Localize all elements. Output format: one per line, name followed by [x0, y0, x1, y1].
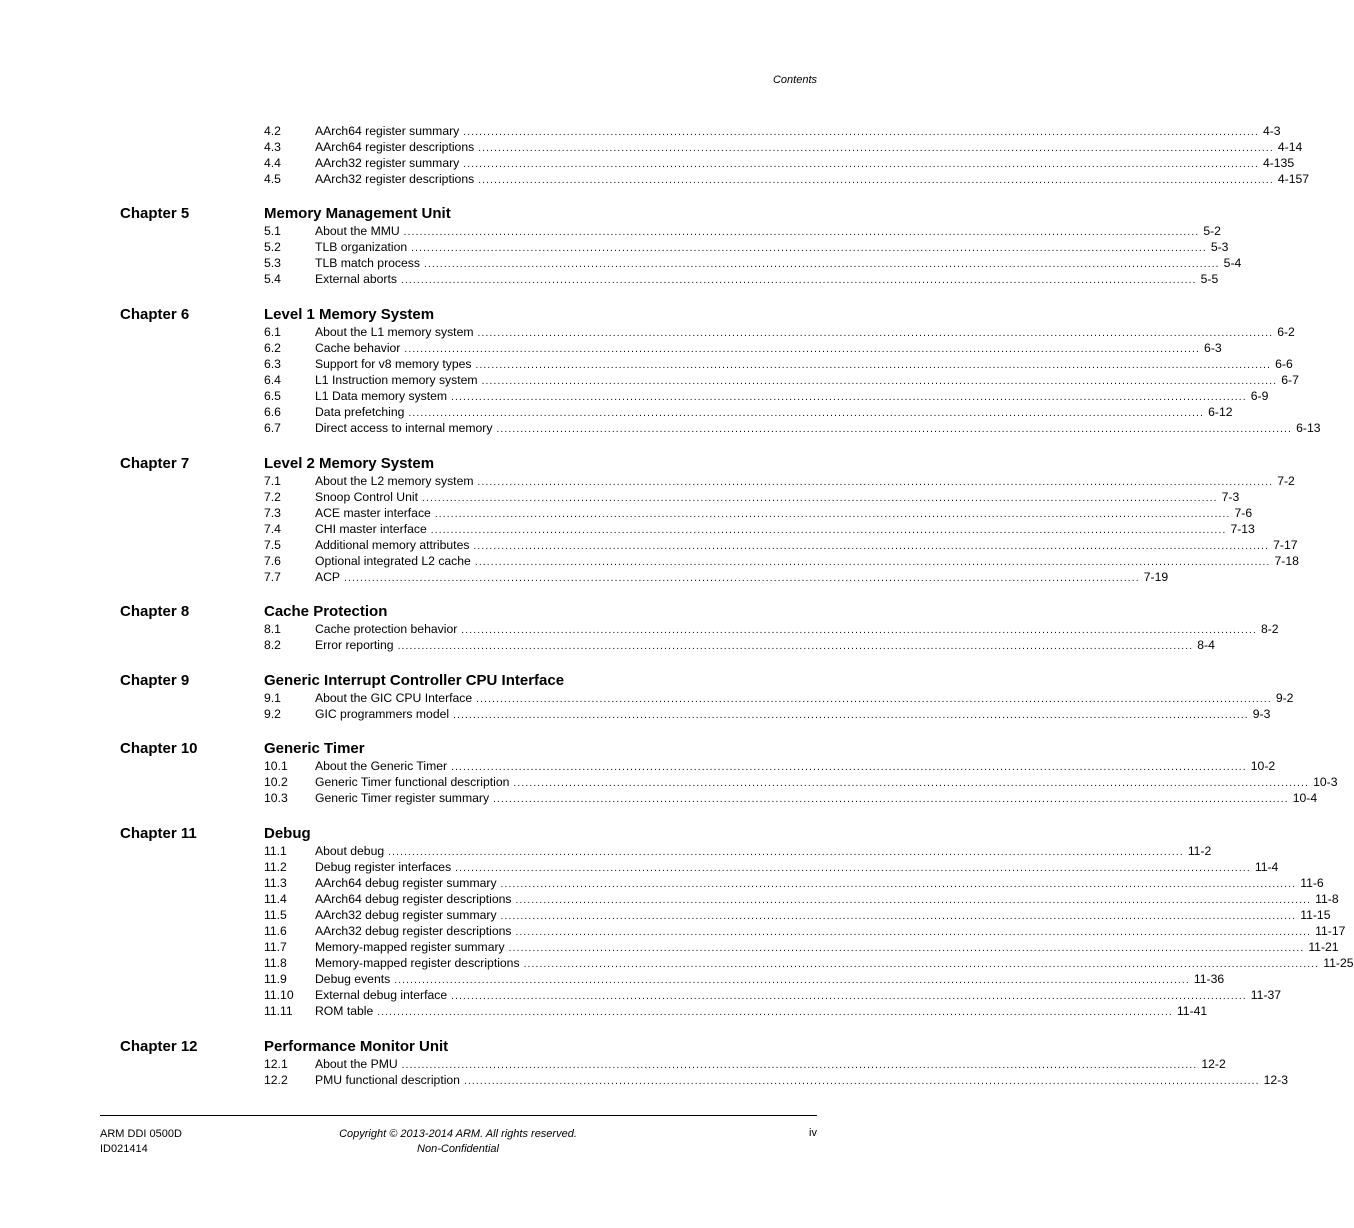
section-number: 6.7	[264, 421, 281, 435]
dot-leader: ........................................................................................................................................................................................................	[411, 243, 1207, 254]
section-number: 12.2	[264, 1073, 288, 1087]
section-number: 10.2	[264, 775, 288, 789]
section-title: GIC programmers model	[315, 707, 450, 721]
section-title: About the GIC CPU Interface	[315, 691, 473, 705]
toc-entry[interactable]	[264, 123, 1281, 139]
dot-leader: ........................................................................................................................................................................................................	[476, 694, 1272, 705]
toc-entry[interactable]	[264, 971, 1225, 987]
section-title: Debug events	[315, 972, 391, 986]
section-title: Snoop Control Unit	[315, 490, 418, 504]
page-reference: 12-3	[1263, 1073, 1289, 1087]
section-number: 11.11	[264, 1004, 293, 1018]
dot-leader: ........................................................................................................................................................................................................	[481, 376, 1278, 387]
toc-entry[interactable]	[264, 223, 1221, 239]
page-reference: 10-4	[1292, 791, 1318, 805]
section-number: 4.5	[264, 172, 281, 186]
issue-id: ID021414	[100, 1143, 148, 1155]
dot-leader: ........................................................................................................................................................................................................	[451, 762, 1247, 773]
section-title: AArch32 debug register summary	[315, 908, 497, 922]
section-number: 8.1	[264, 622, 281, 636]
page-reference: 6-12	[1208, 405, 1233, 419]
section-title: About the PMU	[315, 1057, 398, 1071]
dot-leader: ........................................................................................................................................................................................................	[424, 259, 1220, 270]
section-number: 11.9	[264, 972, 287, 986]
toc-entry[interactable]	[264, 553, 1299, 569]
page-reference: 11-17	[1315, 924, 1346, 938]
dot-leader: ........................................................................................................................................................................................................	[455, 863, 1251, 874]
page-reference: 12-2	[1201, 1057, 1226, 1071]
section-number: 7.3	[264, 506, 281, 520]
toc-entry[interactable]	[264, 239, 1229, 255]
page-reference: 11-36	[1193, 972, 1225, 986]
section-title: Memory-mapped register descriptions	[315, 956, 520, 970]
section-title: About the L1 memory system	[315, 325, 474, 339]
chapter-entries	[264, 621, 1279, 653]
footer-divider	[100, 1115, 817, 1116]
section-title: Error reporting	[315, 638, 394, 652]
toc-entry[interactable]	[264, 939, 1339, 955]
toc-entry[interactable]	[264, 372, 1299, 388]
section-title: TLB match process	[315, 256, 420, 270]
dot-leader: ........................................................................................................................................................................................................	[508, 943, 1305, 954]
section-number: 5.1	[264, 224, 281, 238]
section-number: 7.1	[264, 474, 281, 488]
toc-entry[interactable]	[264, 404, 1233, 420]
page-reference: 7-2	[1277, 474, 1295, 488]
chapter-entries	[264, 223, 1242, 287]
chapter-entries	[264, 758, 1338, 806]
toc-entry[interactable]	[264, 690, 1294, 706]
chapter-entries	[264, 1056, 1289, 1088]
section-number: 6.4	[264, 373, 281, 387]
page-reference: 7-19	[1143, 570, 1169, 584]
toc-entry[interactable]	[264, 489, 1240, 505]
section-number: 11.2	[264, 860, 287, 874]
chapter-label: Chapter 5	[120, 205, 190, 222]
section-number: 6.6	[264, 405, 281, 419]
dot-leader: ........................................................................................................................................................................................................	[434, 509, 1231, 520]
section-title: External aborts	[315, 272, 397, 286]
section-number: 12.1	[264, 1057, 288, 1071]
dot-leader: ........................................................................................................................................................................................................	[463, 159, 1259, 170]
section-number: 11.1	[264, 844, 287, 858]
section-title: L1 Data memory system	[315, 389, 448, 403]
page-reference: 11-25	[1323, 956, 1354, 970]
dot-leader: ........................................................................................................................................................................................................	[394, 975, 1190, 986]
section-number: 6.3	[264, 357, 281, 371]
toc-entry[interactable]	[264, 139, 1303, 155]
section-number: 11.8	[264, 956, 287, 970]
footer-legal	[258, 1127, 658, 1157]
chapter-label: Chapter 6	[120, 306, 190, 323]
section-number: 8.2	[264, 638, 281, 652]
page-reference: 7-17	[1273, 538, 1298, 552]
chapter-title[interactable]: Level 2 Memory System	[264, 455, 435, 472]
section-number: 9.1	[264, 691, 281, 705]
toc-entry[interactable]	[264, 706, 1271, 722]
toc-entry[interactable]	[264, 255, 1242, 271]
section-number: 4.2	[264, 124, 281, 138]
dot-leader: ........................................................................................................................................................................................................	[477, 477, 1274, 488]
dot-leader: ........................................................................................................................................................................................................	[496, 424, 1293, 435]
toc-entry[interactable]	[264, 569, 1169, 585]
page-reference: 10-3	[1313, 775, 1338, 789]
dot-leader: ........................................................................................................................................................................................................	[453, 710, 1249, 721]
section-number: 10.1	[264, 759, 288, 773]
dot-leader: ........................................................................................................................................................................................................	[515, 895, 1312, 906]
toc-entry[interactable]	[264, 155, 1295, 171]
section-title: Direct access to internal memory	[315, 421, 493, 435]
page-reference: 11-21	[1308, 940, 1339, 954]
page-reference: 11-15	[1300, 908, 1331, 922]
section-title: AArch32 register summary	[315, 156, 460, 170]
chapter-label: Chapter 12	[120, 1038, 198, 1055]
confidentiality-notice: Non-Confidential	[417, 1143, 499, 1155]
dot-leader: ........................................................................................................................................................................................................	[400, 275, 1197, 286]
dot-leader: ........................................................................................................................................................................................................	[408, 408, 1205, 419]
section-number: 6.2	[264, 341, 281, 355]
page-reference: 7-18	[1274, 554, 1299, 568]
document-id: ARM DDI 0500D	[100, 1128, 182, 1140]
section-title: Cache behavior	[315, 341, 401, 355]
chapter-entries	[264, 843, 1354, 1019]
dot-leader: ........................................................................................................................................................................................................	[493, 794, 1289, 805]
page-reference: 9-3	[1252, 707, 1271, 721]
dot-leader: ........................................................................................................................................................................................................	[478, 143, 1274, 154]
section-title: Cache protection behavior	[315, 622, 458, 636]
section-number: 9.2	[264, 707, 281, 721]
toc-entry[interactable]	[264, 521, 1255, 537]
page-reference: 4-157	[1277, 172, 1310, 186]
dot-leader: ........................................................................................................................................................................................................	[474, 557, 1271, 568]
page-reference: 6-6	[1275, 357, 1293, 371]
dot-leader: ........................................................................................................................................................................................................	[388, 847, 1184, 858]
toc-entry[interactable]	[264, 1072, 1289, 1088]
page-reference: 11-37	[1250, 988, 1282, 1002]
dot-leader: ........................................................................................................................................................................................................	[430, 525, 1227, 536]
toc-entry[interactable]	[264, 987, 1282, 1003]
footer-doc-info	[100, 1127, 182, 1157]
page-reference: 6-3	[1204, 341, 1222, 355]
toc-entry[interactable]	[264, 843, 1212, 859]
chapter-title[interactable]: Performance Monitor Unit	[264, 1038, 449, 1055]
section-title: ACE master interface	[315, 506, 431, 520]
page-reference: 6-9	[1250, 389, 1269, 403]
toc-entry[interactable]	[264, 891, 1339, 907]
page-reference: 7-13	[1230, 522, 1255, 536]
section-title: About the Generic Timer	[315, 759, 448, 773]
copyright-notice: Copyright © 2013-2014 ARM. All rights reserved.	[339, 1128, 577, 1140]
dot-leader: ........................................................................................................................................................................................................	[451, 392, 1247, 403]
section-title: L1 Instruction memory system	[315, 373, 478, 387]
running-header: Contents	[772, 74, 817, 86]
section-number: 7.6	[264, 554, 281, 568]
toc-entry[interactable]	[264, 271, 1219, 287]
page-reference: 7-6	[1234, 506, 1253, 520]
chapter-title[interactable]: Cache Protection	[264, 603, 388, 620]
toc-entry[interactable]	[264, 340, 1222, 356]
page-reference: 5-5	[1200, 272, 1219, 286]
page-reference: 5-4	[1223, 256, 1242, 270]
section-title: Memory-mapped register summary	[315, 940, 505, 954]
section-number: 11.10	[264, 988, 294, 1002]
section-number: 7.5	[264, 538, 281, 552]
section-title: Generic Timer register summary	[315, 791, 490, 805]
chapter-label: Chapter 9	[120, 672, 190, 689]
section-title: Support for v8 memory types	[315, 357, 472, 371]
page-reference: 6-7	[1281, 373, 1299, 387]
section-title: AArch32 register descriptions	[315, 172, 475, 186]
page-reference: 11-4	[1254, 860, 1279, 874]
section-number: 5.4	[264, 272, 281, 286]
section-number: 6.5	[264, 389, 281, 403]
toc-entry[interactable]	[264, 758, 1276, 774]
dot-leader: ........................................................................................................................................................................................................	[478, 175, 1274, 186]
toc-entry[interactable]	[264, 637, 1215, 653]
page-reference: 11-8	[1315, 892, 1339, 906]
dot-leader: ........................................................................................................................................................................................................	[461, 625, 1257, 636]
dot-leader: ........................................................................................................................................................................................................	[523, 959, 1320, 970]
section-number: 5.2	[264, 240, 281, 254]
chapter-label: Chapter 10	[120, 740, 198, 757]
section-number: 5.3	[264, 256, 281, 270]
page-number: iv	[809, 1127, 817, 1139]
section-title: AArch64 register summary	[315, 124, 460, 138]
page-reference: 6-13	[1296, 421, 1321, 435]
dot-leader: ........................................................................................................................................................................................................	[404, 344, 1201, 355]
chapter-entries	[264, 473, 1299, 585]
toc-entry[interactable]	[264, 907, 1331, 923]
toc-entry[interactable]	[264, 505, 1253, 521]
page-reference: 11-2	[1187, 844, 1212, 858]
section-number: 4.4	[264, 156, 281, 170]
section-number: 10.3	[264, 791, 288, 805]
section-number: 11.3	[264, 876, 287, 890]
chapter-title[interactable]: Generic Timer	[264, 740, 365, 757]
dot-leader: ........................................................................................................................................................................................................	[377, 1007, 1173, 1018]
toc-entry[interactable]	[264, 420, 1321, 436]
chapter-entries	[264, 324, 1321, 436]
chapter-title[interactable]: Level 1 Memory System	[264, 306, 435, 323]
page-reference: 8-4	[1197, 638, 1215, 652]
toc-entry[interactable]	[264, 388, 1269, 404]
section-title: ROM table	[315, 1004, 374, 1018]
chapter-title[interactable]: Memory Management Unit	[264, 205, 451, 222]
dot-leader: ........................................................................................................................................................................................................	[513, 778, 1310, 789]
toc-entry[interactable]	[264, 473, 1295, 489]
dot-leader: ........................................................................................................................................................................................................	[403, 227, 1200, 238]
section-title: About the L2 memory system	[315, 474, 474, 488]
dot-leader: ........................................................................................................................................................................................................	[500, 879, 1297, 890]
dot-leader: ........................................................................................................................................................................................................	[475, 360, 1272, 371]
toc-entry[interactable]	[264, 790, 1318, 806]
page-reference: 9-2	[1275, 691, 1294, 705]
page-reference: 4-135	[1262, 156, 1295, 170]
section-number: 11.6	[264, 924, 287, 938]
chapter-title[interactable]: Generic Interrupt Controller CPU Interface	[264, 672, 565, 689]
toc-entry[interactable]	[264, 537, 1298, 553]
page-reference: 11-41	[1176, 1004, 1208, 1018]
chapter-label: Chapter 7	[120, 455, 190, 472]
toc-entry[interactable]	[264, 356, 1293, 372]
section-title: Data prefetching	[315, 405, 405, 419]
dot-leader: ........................................................................................................................................................................................................	[500, 911, 1297, 922]
toc-entry[interactable]	[264, 875, 1324, 891]
toc-entry[interactable]	[264, 859, 1279, 875]
section-title: About the MMU	[315, 224, 400, 238]
section-title: AArch32 debug register descriptions	[315, 924, 512, 938]
page-reference: 10-2	[1250, 759, 1276, 773]
section-number: 4.3	[264, 140, 281, 154]
page-reference: 8-2	[1260, 622, 1279, 636]
chapter-title[interactable]: Debug	[264, 825, 311, 842]
continued-entries	[264, 123, 1310, 187]
section-number: 7.4	[264, 522, 281, 536]
section-title: TLB organization	[315, 240, 408, 254]
page-reference: 4-3	[1262, 124, 1281, 138]
toc-entry[interactable]	[264, 171, 1310, 187]
toc-entry[interactable]	[264, 324, 1295, 340]
page-reference: 4-14	[1277, 140, 1303, 154]
dot-leader: ........................................................................................................................................................................................................	[473, 541, 1270, 552]
dot-leader: ........................................................................................................................................................................................................	[463, 1076, 1260, 1087]
toc-entry[interactable]	[264, 774, 1338, 790]
page-reference: 5-2	[1203, 224, 1221, 238]
page-reference: 7-3	[1221, 490, 1240, 504]
section-number: 7.2	[264, 490, 281, 504]
toc-entry[interactable]	[264, 621, 1279, 637]
section-title: AArch64 debug register descriptions	[315, 892, 512, 906]
toc-entry[interactable]	[264, 1003, 1208, 1019]
toc-entry[interactable]	[264, 923, 1346, 939]
dot-leader: ........................................................................................................................................................................................................	[421, 493, 1218, 504]
dot-leader: ........................................................................................................................................................................................................	[477, 328, 1274, 339]
section-title: ACP	[315, 570, 341, 584]
chapter-label: Chapter 11	[120, 825, 197, 842]
section-title: Additional memory attributes	[315, 538, 470, 552]
page-reference: 6-2	[1277, 325, 1295, 339]
section-number: 11.7	[264, 940, 287, 954]
chapter-label: Chapter 8	[120, 603, 190, 620]
toc-entry[interactable]	[264, 1056, 1226, 1072]
section-title: External debug interface	[315, 988, 448, 1002]
toc-entry[interactable]	[264, 955, 1354, 971]
section-title: Generic Timer functional description	[315, 775, 510, 789]
section-number: 11.4	[264, 892, 287, 906]
section-title: AArch64 register descriptions	[315, 140, 475, 154]
section-number: 7.7	[264, 570, 281, 584]
chapter-entries	[264, 690, 1294, 722]
section-title: Optional integrated L2 cache	[315, 554, 471, 568]
dot-leader: ........................................................................................................................................................................................................	[397, 641, 1194, 652]
section-title: AArch64 debug register summary	[315, 876, 497, 890]
section-title: CHI master interface	[315, 522, 427, 536]
section-number: 6.1	[264, 325, 281, 339]
page-reference: 5-3	[1210, 240, 1229, 254]
page-reference: 11-6	[1300, 876, 1324, 890]
dot-leader: ........................................................................................................................................................................................................	[344, 573, 1140, 584]
dot-leader: ........................................................................................................................................................................................................	[451, 991, 1247, 1002]
dot-leader: ........................................................................................................................................................................................................	[401, 1060, 1198, 1071]
section-title: PMU functional description	[315, 1073, 460, 1087]
section-title: About debug	[315, 844, 385, 858]
section-number: 11.5	[264, 908, 287, 922]
dot-leader: ........................................................................................................................................................................................................	[515, 927, 1312, 938]
dot-leader: ........................................................................................................................................................................................................	[463, 127, 1259, 138]
section-title: Debug register interfaces	[315, 860, 452, 874]
